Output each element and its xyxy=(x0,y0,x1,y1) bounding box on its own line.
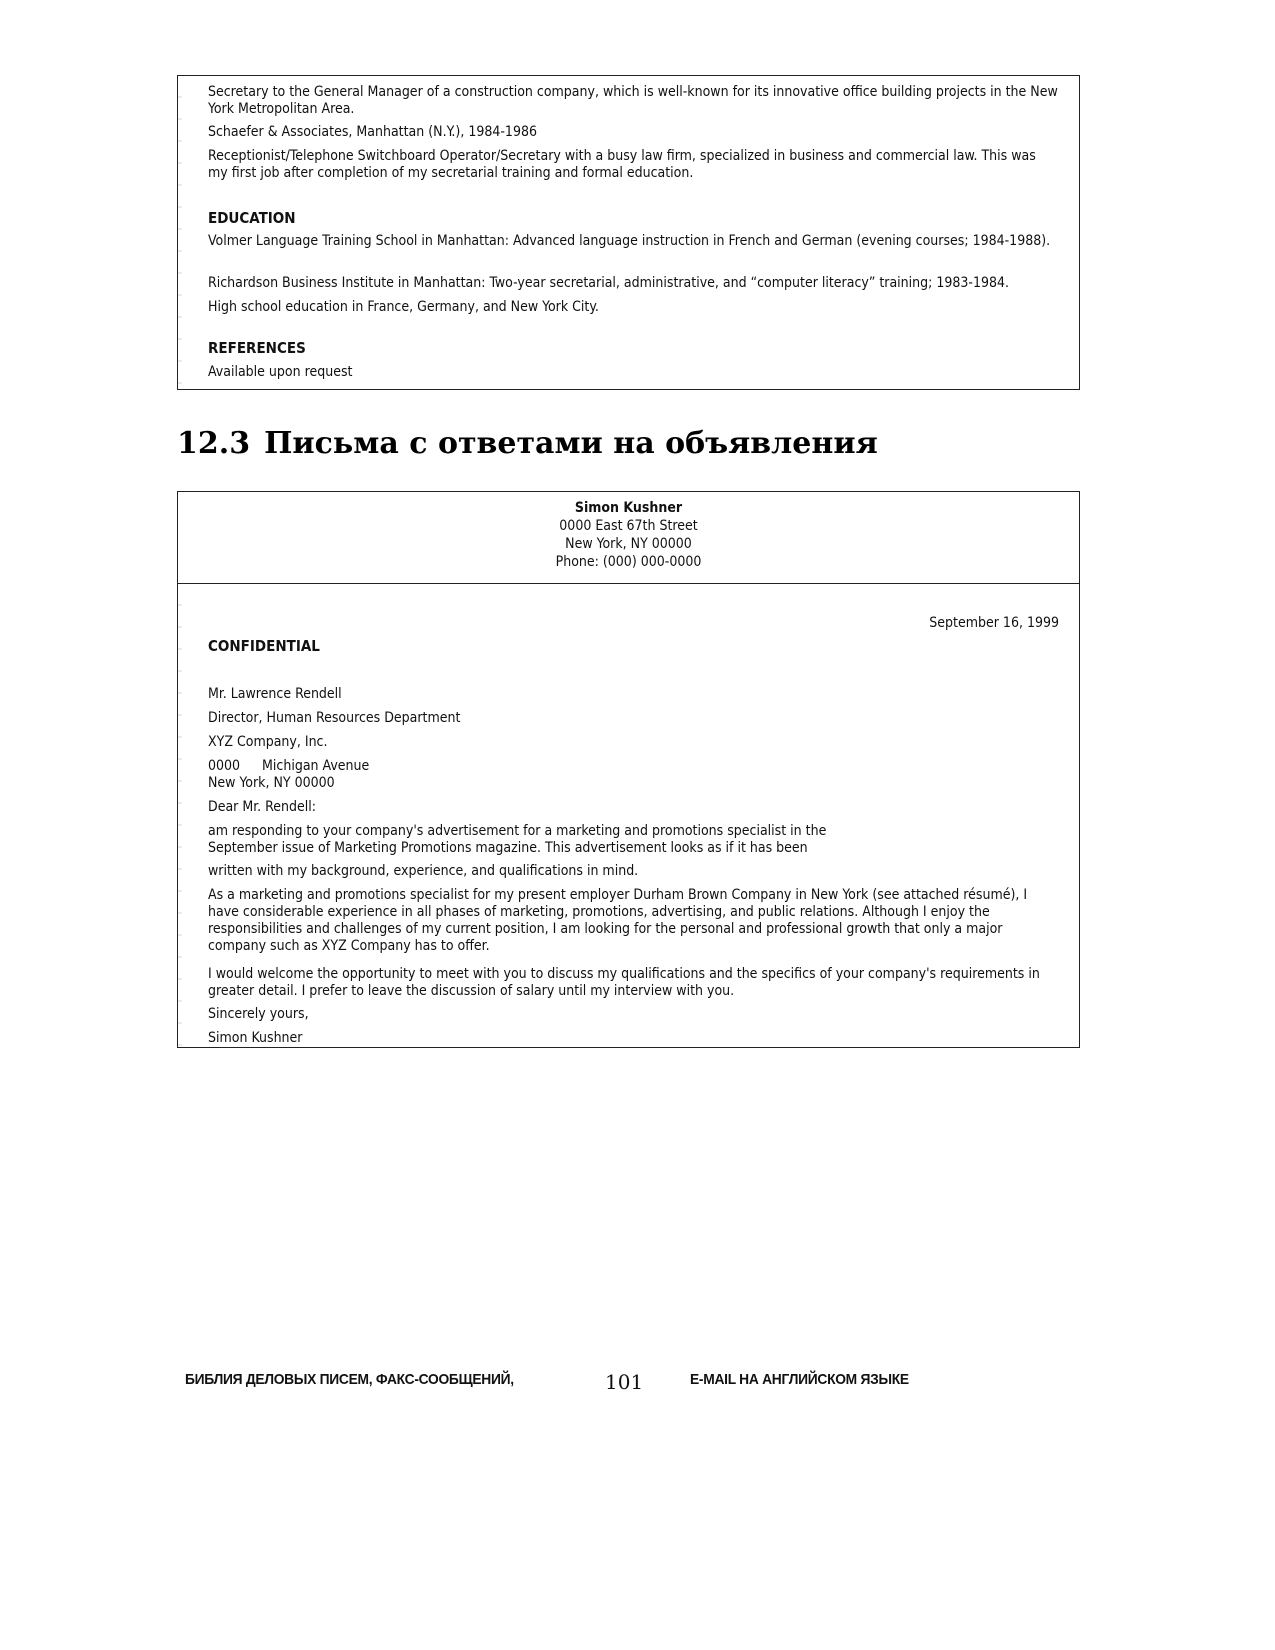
letter-body xyxy=(177,583,1080,1048)
salutation: Dear Mr. Rendell: xyxy=(208,799,316,815)
education-item: High school education in France, Germany, and New York City. xyxy=(208,299,599,315)
education-item: Richardson Business Institute in Manhattan: Two-year secretarial, administrative, and “computer literacy” training; 1983-1984. xyxy=(208,275,1010,291)
references-text: Available upon request xyxy=(208,364,353,380)
paragraph: I would welcome the opportunity to meet with you to discuss my qualifications and the specifics of your company's requirements in greater detail. I prefer to leave the discussion of salary until my interview with you. xyxy=(208,966,1040,999)
paragraph: As a marketing and promotions specialist for my present employer Durham Brown Company in New York (see attached résumé), I have considerable experience in all phases of marketing, promotions, advertising, and public relations. Although I enjoy the responsibilities and challenges of my current position, I am looking for the personal and professional growth that only a major company such as XYZ Company has to offer. xyxy=(208,887,1028,954)
job2-employer: Schaefer & Associates, Manhattan (N.Y.), 1984-1986 xyxy=(208,124,537,140)
references-heading: REFERENCES xyxy=(208,339,306,357)
sender-name: Simon Kushner xyxy=(574,500,683,516)
signature: Simon Kushner xyxy=(208,1030,303,1046)
recipient-title: Director, Human Resources Department xyxy=(208,710,461,726)
margin-marker-column xyxy=(178,584,182,1047)
letterhead xyxy=(177,491,1080,584)
education-item: Volmer Language Training School in Manhattan: Advanced language instruction in French and German (evening courses; 1984-1988). xyxy=(208,233,1051,249)
recipient-city: New York, NY 00000 xyxy=(208,775,335,791)
recipient-street-number: 0000 xyxy=(208,758,241,774)
recipient-company: XYZ Company, Inc. xyxy=(208,734,328,750)
margin-marker-column xyxy=(178,76,182,389)
sender-city: New York, NY 00000 xyxy=(565,536,692,552)
resume-section xyxy=(177,75,1080,390)
page-number: 101 xyxy=(605,1370,644,1394)
sender-phone: Phone: (000) 000-0000 xyxy=(555,554,702,570)
paragraph: written with my background, experience, and qualifications in mind. xyxy=(208,863,639,879)
section-title: Письма с ответами на объявления xyxy=(264,426,878,461)
job1-description: Secretary to the General Manager of a construction company, which is well-known for its innovative office building projects in the New York Metropolitan Area. xyxy=(208,84,1058,117)
job2-description: Receptionist/Telephone Switchboard Operator/Secretary with a busy law firm, specialized in business and commercial law. This was my first job after completion of my secretarial training and formal education. xyxy=(208,148,1036,181)
sender-street: 0000 East 67th Street xyxy=(559,518,698,534)
section-heading xyxy=(177,424,878,464)
recipient-street-name: Michigan Avenue xyxy=(262,758,370,774)
paragraph-line: September issue of Marketing Promotions magazine. This advertisement looks as if it has been xyxy=(208,840,808,856)
paragraph-line: am responding to your company's advertisement for a marketing and promotions specialist in the xyxy=(208,823,827,839)
closing: Sincerely yours, xyxy=(208,1006,309,1022)
footer-right: E-MAIL НА АНГЛИЙСКОМ ЯЗЫКЕ xyxy=(690,1371,909,1388)
letter-date: September 16, 1999 xyxy=(929,615,1059,631)
confidential-label: CONFIDENTIAL xyxy=(208,637,320,655)
recipient-name: Mr. Lawrence Rendell xyxy=(208,686,342,702)
recipient-street xyxy=(208,758,1059,775)
footer-left: БИБЛИЯ ДЕЛОВЫХ ПИСЕМ, ФАКС-СООБЩЕНИЙ, xyxy=(185,1371,514,1388)
education-heading: EDUCATION xyxy=(208,209,296,227)
section-number: 12.3 xyxy=(177,426,251,461)
